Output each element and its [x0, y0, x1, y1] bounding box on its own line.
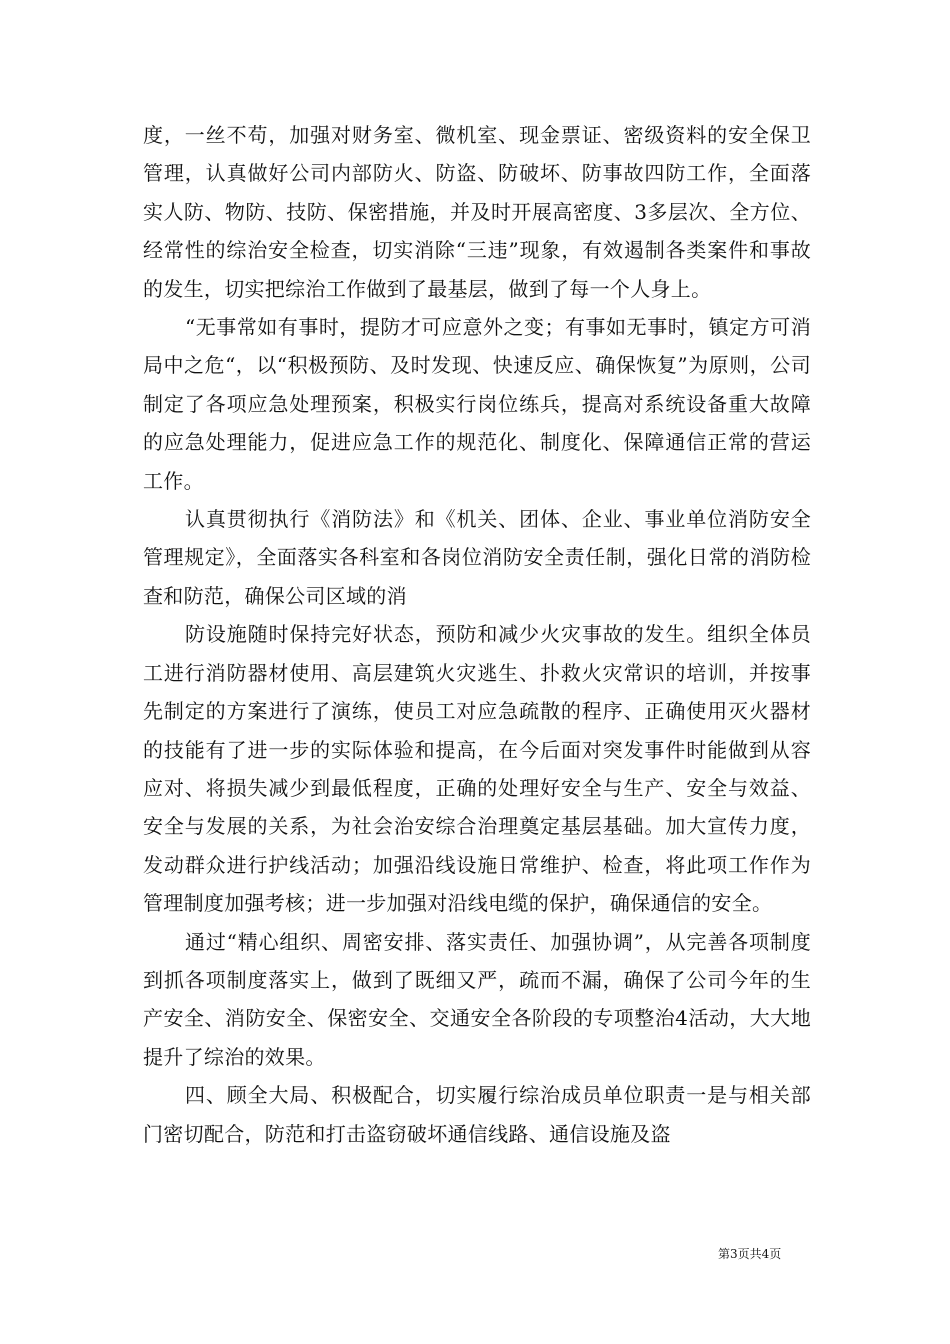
- paragraph-5: 通过“精心组织、周密安排、落实责任、加强协调”，从完善各项制度到抓各项制度落实上，做到了既细又严，疏而不漏，确保了公司今年的生产安全、消防安全、保密安全、交通安全各阶段的专项整治4活动，大大地提升了综治的效果。: [143, 929, 811, 1069]
- paragraph-6: 四、顾全大局、积极配合，切实履行综治成员单位职责一是与相关部门密切配合，防范和打击盗窃破坏通信线路、通信设施及盗: [143, 1083, 811, 1146]
- document-body: [143, 116, 811, 1153]
- paragraph-4: 防设施随时保持完好状态，预防和减少火灾事故的发生。组织全体员工进行消防器材使用、高层建筑火灾逃生、扑救火灾常识的培训，并按事先制定的方案进行了演练，使员工对应急疏散的程序、正确使用灭火器材的技能有了进一步的实际体验和提高，在今后面对突发事件时能做到从容应对、将损失减少到最低程度，正确的处理好安全与生产、安全与效益、安全与发展的关系，为社会治安综合治理奠定基层基础。加大宣传力度，发动群众进行护线活动；加强沿线设施日常维护、检查，将此项工作作为管理制度加强考核；进一步加强对沿线电缆的保护，确保通信的安全。: [143, 622, 811, 916]
- paragraph-3: 认真贯彻执行《消防法》和《机关、团体、企业、事业单位消防安全管理规定》，全面落实各科室和各岗位消防安全责任制，强化日常的消防检查和防范，确保公司区域的消: [143, 507, 811, 608]
- page-number-footer: 第3页共4页: [718, 1247, 782, 1261]
- paragraph-2: “无事常如有事时，提防才可应意外之变；有事如无事时，镇定方可消局中之危“，以“积极预防、及时发现、快速反应、确保恢复”为原则，公司制定了各项应急处理预案，积极实行岗位练兵，提高对系统设备重大故障的应急处理能力，促进应急工作的规范化、制度化、保障通信正常的营运工作。: [143, 315, 811, 493]
- paragraph-1: 度，一丝不苟，加强对财务室、微机室、现金票证、密级资料的安全保卫管理，认真做好公司内部防火、防盗、防破坏、防事故四防工作，全面落实人防、物防、技防、保密措施，并及时开展高密度、3多层次、全方位、经常性的综治安全检查，切实消除“三违”现象，有效遏制各类案件和事故的发生，切实把综治工作做到了最基层，做到了每一个人身上。: [143, 123, 811, 301]
